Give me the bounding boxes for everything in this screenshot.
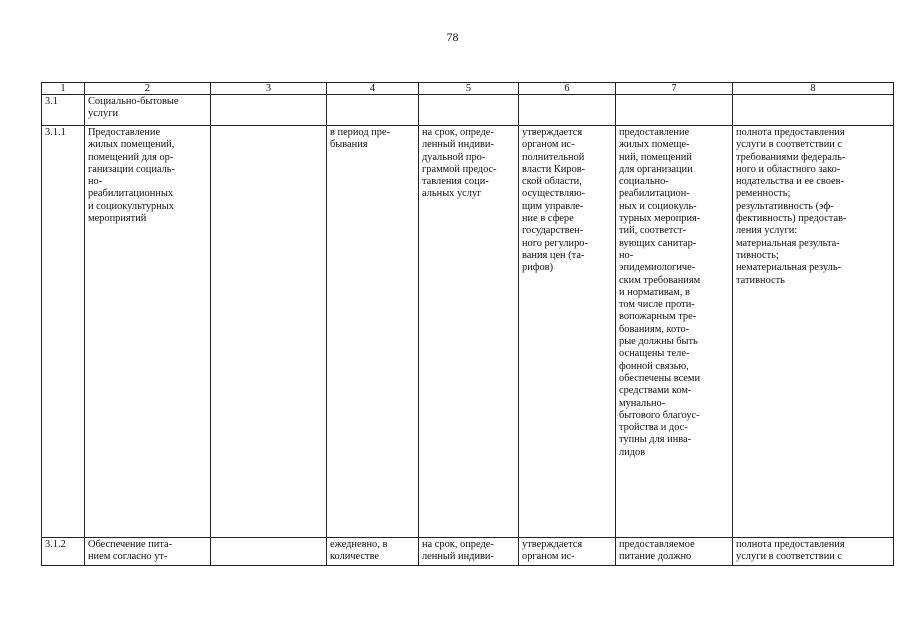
row-number: 3.1.1 [42, 126, 85, 538]
service-period: ежедневно, в количестве [327, 538, 419, 566]
table-cell [519, 95, 616, 126]
service-tariff: утверждается органом ис- [519, 538, 616, 566]
services-table [41, 82, 894, 566]
table-cell [733, 95, 894, 126]
service-period: в период пре- бывания [327, 126, 419, 538]
table-row [42, 95, 894, 126]
service-term: на срок, опреде- ленный индиви- дуальной про- граммой предос- тавления соци- альных услуг [419, 126, 519, 538]
header-cell: 1 [42, 83, 85, 95]
header-cell: 5 [419, 83, 519, 95]
header-row [42, 83, 894, 95]
table-cell [211, 95, 327, 126]
table-cell [211, 538, 327, 566]
service-conditions: предоставляемое питание должно [616, 538, 733, 566]
service-quality: полнота предоставления услуги в соответствии с требованиями федераль- ного и областного зако- нодательства и ее своев- ременность; результативность (эф- фективность) предостав- ления услуги: материальная результа- тивность; нематериальная резуль- тативность [733, 126, 894, 538]
header-cell: 6 [519, 83, 616, 95]
service-term: на срок, опреде- ленный индиви- [419, 538, 519, 566]
header-cell: 2 [85, 83, 211, 95]
page-number: 78 [446, 30, 459, 44]
table-row [42, 126, 894, 538]
service-name: Социально-бытовые услуги [85, 95, 211, 126]
table-cell [419, 95, 519, 126]
header-cell: 4 [327, 83, 419, 95]
service-tariff: утверждается органом ис- полнительной власти Киров- ской области, осуществляю- щим управле- ние в сфере государствен- ного регулиро- вания цен (та- рифов) [519, 126, 616, 538]
service-name: Обеспечение пита- нием согласно ут- [85, 538, 211, 566]
table-row [42, 538, 894, 566]
row-number: 3.1.2 [42, 538, 85, 566]
table-cell [211, 126, 327, 538]
header-cell: 3 [211, 83, 327, 95]
table-cell [616, 95, 733, 126]
header-cell: 7 [616, 83, 733, 95]
row-number: 3.1 [42, 95, 85, 126]
service-name: Предоставление жилых помещений, помещений для ор- ганизации социаль- но- реабилитационных и социокультурных мероприятий [85, 126, 211, 538]
header-cell: 8 [733, 83, 894, 95]
service-conditions: предоставление жилых помеще- ний, помещений для организации социально- реабилитацион- ных и социокуль- турных мероприя- тий, соответст- вующих санитар- но- эпидемиологиче- ским требованиям и нормативам, в том числе проти- вопожарным тре- бованиям, кото- рые должны быть оснащены теле- фонной связью, обеспечены всеми средствами ком- мунально- бытового благоус- тройства и дос- тупны для инва- лидов [616, 126, 733, 538]
service-quality: полнота предоставления услуги в соответствии с [733, 538, 894, 566]
table-cell [327, 95, 419, 126]
